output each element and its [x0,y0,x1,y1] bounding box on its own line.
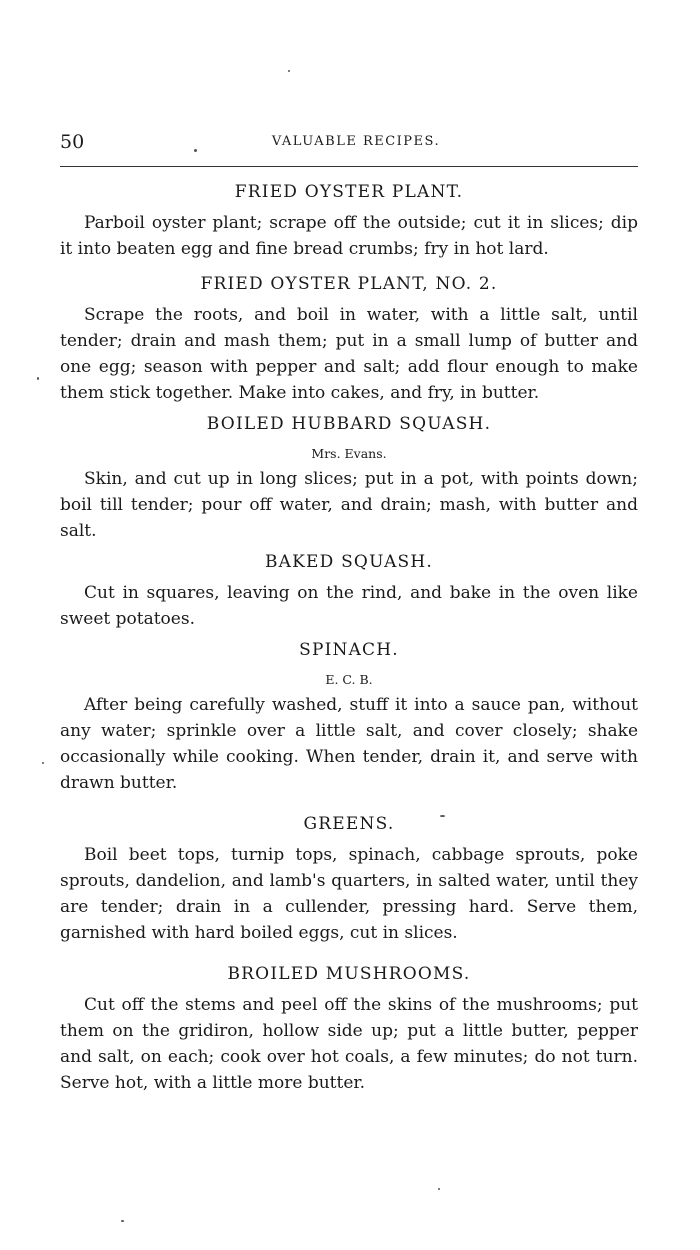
recipe-text: Cut off the stems and peel off the skins of the mushrooms; put them on the gridiron, hollow side up; put a little butter, pepper and salt, on each; cook over hot coals, a few minutes; do not turn. Serve hot, with a little more butter. [60,995,638,1093]
recipe-author: Mrs. Evans. [311,446,387,461]
recipe-text: After being carefully washed, stuff it into a sauce pan, without any water; sprinkle over a little salt, and cover closely; shake occasionally while cooking. When tender, drain it, and serve with drawn butter. [60,695,638,793]
recipe-spinach [60,632,638,796]
print-speck [288,70,290,72]
print-speck [440,815,445,817]
recipe-title: SPINACH. [299,640,399,660]
recipe-title: BROILED MUSHROOMS. [227,964,471,984]
print-speck [438,1188,440,1190]
recipe-author: E. C. B. [325,672,373,687]
recipe-title: BAKED SQUASH. [264,552,434,572]
recipe-fried-oyster-plant [60,174,638,262]
recipe-title: GREENS. [303,814,395,834]
recipe-broiled-mushrooms [60,956,638,1096]
recipe-greens [60,806,638,946]
recipe-content [60,174,638,1096]
recipe-baked-squash [60,544,638,632]
running-title: VALUABLE RECIPES. [271,134,441,149]
recipe-text: Parboil oyster plant; scrape off the outside; cut it in slices; dip it into beaten egg and fine bread crumbs; fry in hot lard. [60,213,638,259]
page-number: 50 [60,131,85,153]
recipe-title: FRIED OYSTER PLANT. [234,182,464,202]
recipe-title: BOILED HUBBARD SQUASH. [206,414,492,434]
print-speck [194,149,197,152]
header-rule [60,166,638,167]
print-speck [37,377,39,380]
running-head [60,131,638,155]
recipe-boiled-hubbard-squash [60,406,638,544]
print-speck [121,1220,124,1222]
recipe-fried-oyster-plant-no-2 [60,266,638,406]
recipe-text: Skin, and cut up in long slices; put in a pot, with points down; boil till tender; pour off water, and drain; mash, with butter and salt. [60,469,638,541]
recipe-title: FRIED OYSTER PLANT, NO. 2. [200,274,498,294]
print-speck [42,762,44,764]
recipe-text: Cut in squares, leaving on the rind, and bake in the oven like sweet potatoes. [60,583,638,629]
recipe-text: Boil beet tops, turnip tops, spinach, cabbage sprouts, poke sprouts, dandelion, and lamb's quarters, in salted water, until they are tender; drain in a cullender, pressing hard. Serve them, garnished with hard boiled eggs, cut in slices. [60,845,638,943]
recipe-text: Scrape the roots, and boil in water, with a little salt, until tender; drain and mash them; put in a small lump of butter and one egg; season with pepper and salt; add flour enough to make them stick together. Make into cakes, and fry, in butter. [60,305,638,403]
